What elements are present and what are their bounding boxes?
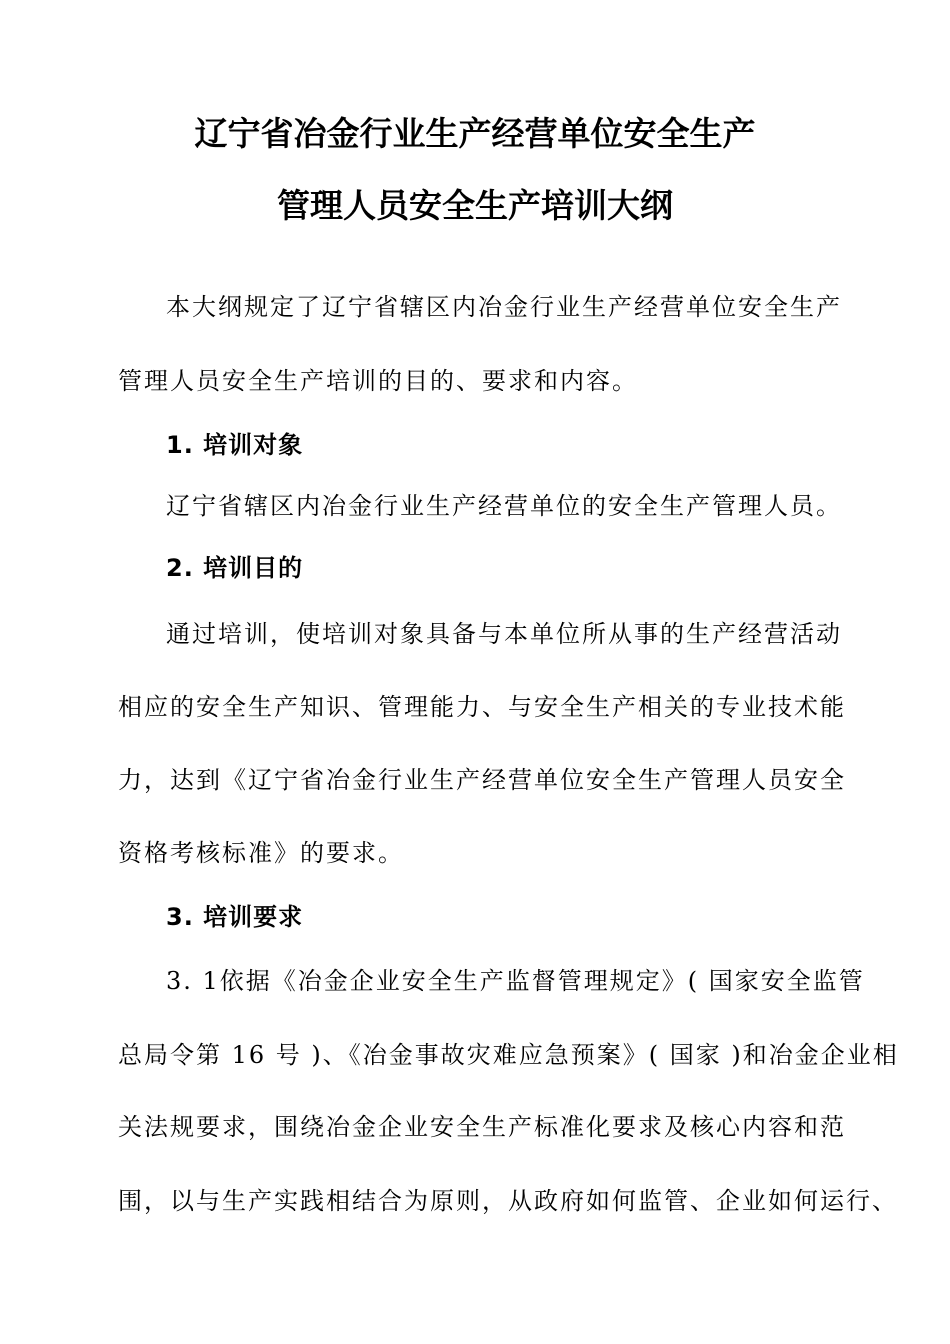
document-title-line-2: 管理人员安全生产培训大纲 — [277, 186, 673, 225]
section-3-paragraph-line-1: 3. 1依据《冶金企业安全生产监督管理规定》( 国家安全监管 — [166, 967, 865, 995]
section-3-paragraph-line-2: 总局令第 16 号 )、《冶金事故灾难应急预案》( 国家 )和冶金企业相 — [118, 1041, 899, 1069]
section-2-paragraph-line-2: 相应的安全生产知识、管理能力、与安全生产相关的专业技术能 — [118, 693, 846, 721]
section-3-paragraph-line-3: 关法规要求，围绕冶金企业安全生产标准化要求及核心内容和范 — [118, 1113, 846, 1141]
section-2-paragraph-line-3: 力，达到《辽宁省冶金行业生产经营单位安全生产管理人员安全 — [118, 766, 846, 794]
section-2-heading: 2. 培训目的 — [166, 554, 304, 582]
intro-paragraph-line-1: 本大纲规定了辽宁省辖区内冶金行业生产经营单位安全生产 — [166, 293, 842, 321]
section-1-heading: 1. 培训对象 — [166, 431, 304, 459]
section-3-heading: 3. 培训要求 — [166, 903, 304, 931]
section-3-paragraph-line-4: 围，以与生产实践相结合为原则，从政府如何监管、企业如何运行、 — [118, 1187, 898, 1215]
intro-paragraph-line-2: 管理人员安全生产培训的目的、要求和内容。 — [118, 367, 638, 395]
section-2-paragraph-line-1: 通过培训，使培训对象具备与本单位所从事的生产经营活动 — [166, 620, 842, 648]
document-title-line-1: 辽宁省冶金行业生产经营单位安全生产 — [194, 114, 756, 153]
section-1-paragraph-line-1: 辽宁省辖区内冶金行业生产经营单位的安全生产管理人员。 — [166, 492, 842, 520]
section-2-paragraph-line-4: 资格考核标准》的要求。 — [118, 839, 404, 867]
